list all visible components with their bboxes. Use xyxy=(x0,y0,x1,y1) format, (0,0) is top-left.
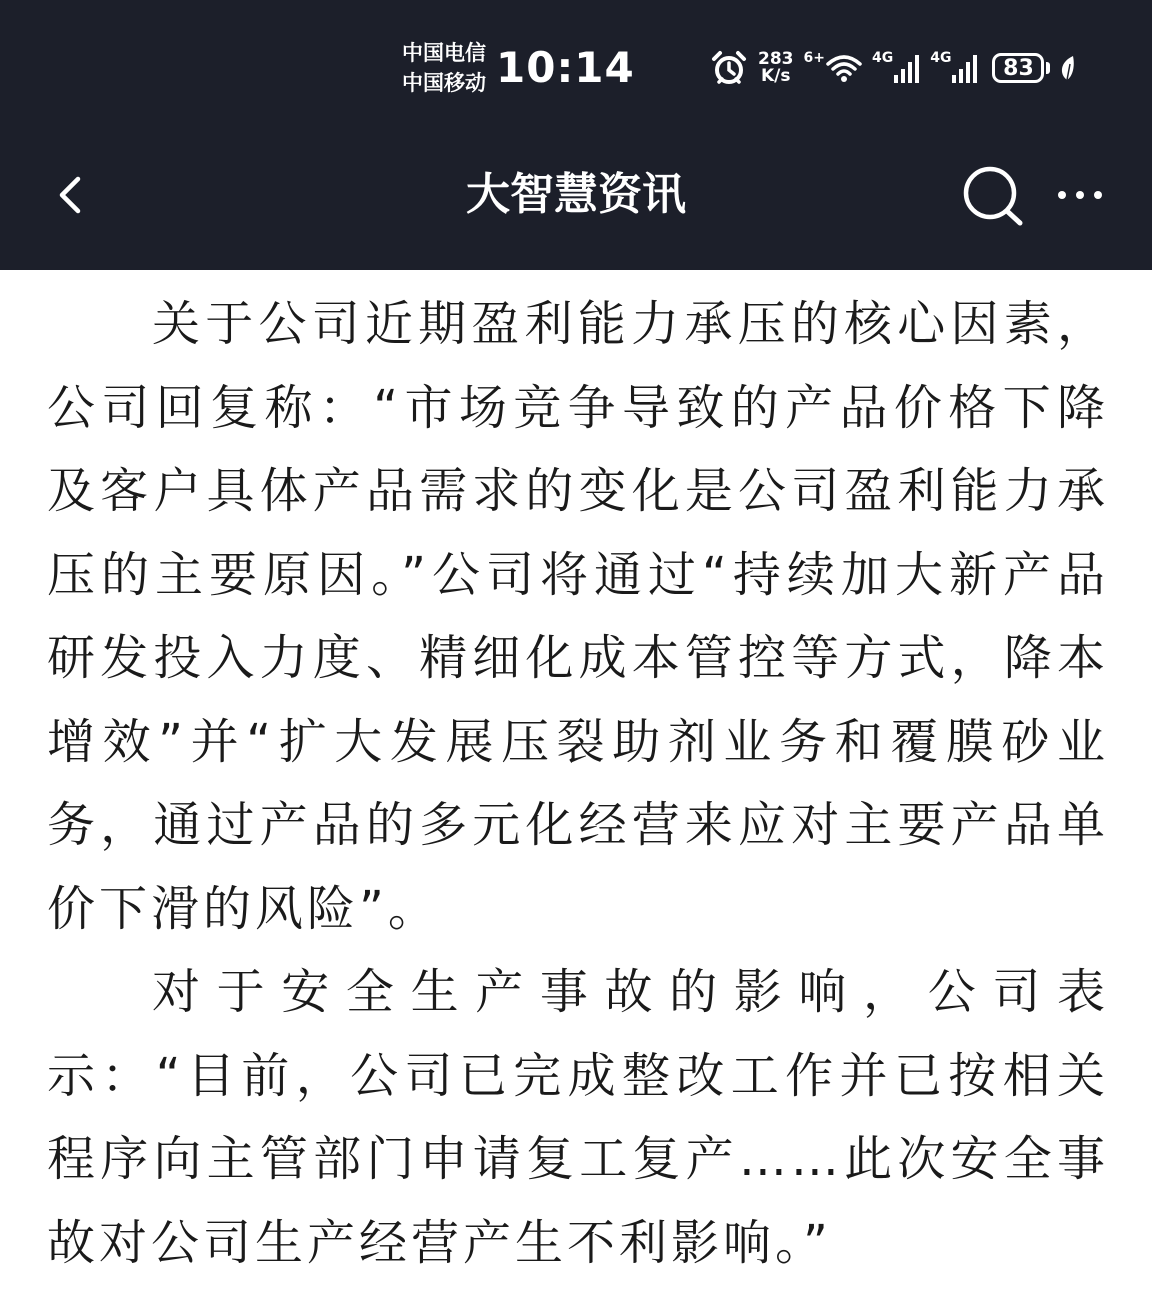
nav-bar xyxy=(0,135,1152,270)
signal-bars-icon-2 xyxy=(952,53,978,83)
more-button[interactable] xyxy=(1052,175,1112,215)
carrier-names xyxy=(402,38,486,98)
sim2-label: 4G xyxy=(930,50,952,66)
sim1-label: 4G xyxy=(871,50,894,66)
net-speed-value: 283 xyxy=(758,49,794,69)
battery-icon xyxy=(992,53,1050,83)
battery-tip xyxy=(1046,62,1050,74)
article-body xyxy=(47,283,1109,1285)
net-speed xyxy=(758,51,794,85)
leaf-icon xyxy=(1058,54,1076,82)
battery-level: 83 xyxy=(992,53,1044,83)
more-dots-icon xyxy=(1052,175,1112,215)
signal-bars-icon xyxy=(894,53,920,83)
net-speed-unit: K/s xyxy=(760,66,791,86)
status-bar xyxy=(0,0,1152,135)
wifi-icon xyxy=(826,53,862,83)
status-icons xyxy=(710,44,1086,92)
page-title: 大智慧资讯 xyxy=(466,169,686,220)
wifi-label: 6+ xyxy=(803,50,825,66)
article-paragraph-1: 关于公司近期盈利能力承压的核心因素，公司回复称：“市场竞争导致的产品价格下降及客户具体产品需求的变化是公司盈利能力承压的主要原因。”公司将通过“持续加大新产品研发投入力度、精细化成本管控等方式，降本增效”并“扩大发展压裂助剂业务和覆膜砂业务，通过产品的多元化经营来应对主要产品单价下滑的风险”。 xyxy=(47,296,1109,937)
carrier-2: 中国移动 xyxy=(402,71,486,95)
carrier-1: 中国电信 xyxy=(402,41,486,65)
clock: 10:14 xyxy=(496,43,635,92)
article-paragraph-2: 对于安全生产事故的影响，公司表示：“目前，公司已完成整改工作并已按相关程序向主管部门申请复工复产……此次安全事故对公司生产经营产生不利影响。” xyxy=(47,964,1109,1271)
search-button[interactable] xyxy=(958,163,1030,229)
alarm-clock-icon xyxy=(710,49,748,87)
search-icon xyxy=(958,163,1030,229)
